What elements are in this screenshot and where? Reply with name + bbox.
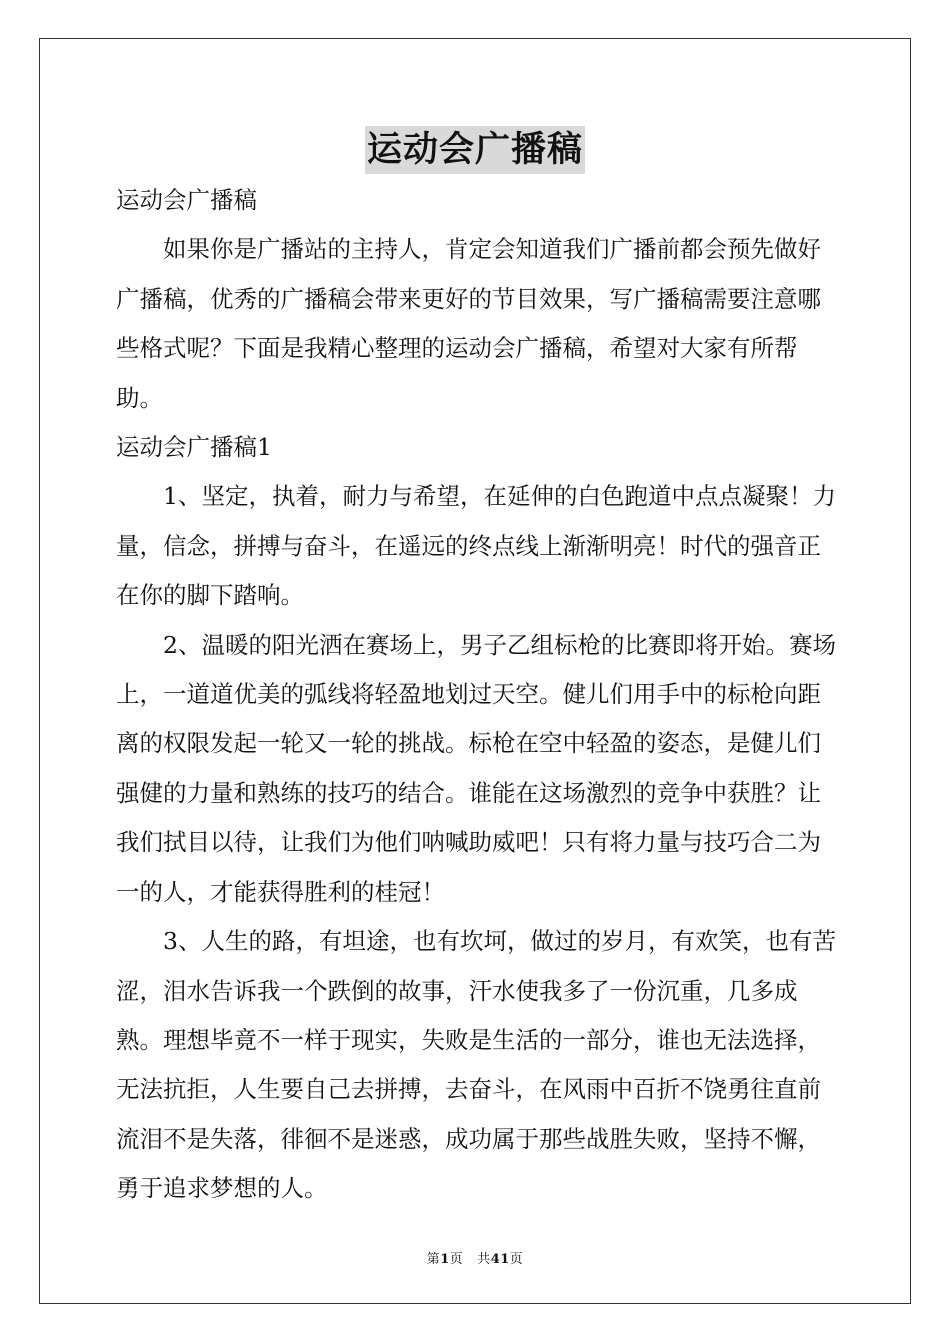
page-footer — [0, 1248, 950, 1267]
subtitle: 运动会广播稿 — [116, 186, 257, 214]
page-prefix: 第 — [426, 1252, 441, 1267]
paragraph-1: 1、坚定，执着，耐力与希望，在延伸的白色跑道中点点凝聚！力量，信念，拼搏与奋斗，在遥远的终点线上渐渐明亮！时代的强音正在你的脚下踏响。 — [116, 482, 836, 610]
paragraph-2: 2、温暖的阳光洒在赛场上，男子乙组标枪的比赛即将开始。赛场上，一道道优美的弧线将轻盈地划过天空。健儿们用手中的标枪向距离的权限发起一轮又一轮的挑战。标枪在空中轻盈的姿态，是健儿们强健的力量和熟练的技巧的结合。谁能在这场激烈的竞争中获胜？让我们拭目以待，让我们为他们呐喊助威吧！只有将力量与技巧合二为一的人，才能获得胜利的桂冠！ — [116, 630, 836, 906]
document-body — [116, 176, 840, 1214]
total-prefix: 共 — [477, 1252, 491, 1267]
total-pages: 41 — [490, 1252, 510, 1267]
document-title-wrap — [0, 126, 950, 174]
document-title: 运动会广播稿 — [365, 126, 585, 174]
page-suffix: 页 — [449, 1252, 464, 1267]
paragraph-3: 3、人生的路，有坦途，也有坎坷，做过的岁月，有欢笑，也有苦涩，泪水告诉我一个跌倒的故事，汗水使我多了一份沉重，几多成熟。理想毕竟不一样于现实，失败是生活的一部分，谁也无法选择，无法抗拒，人生要自己去拼搏，去奋斗，在风雨中百折不饶勇往直前流泪不是失落，徘徊不是迷惑，成功属于那些战胜失败，坚持不懈，勇于追求梦想的人。 — [116, 927, 836, 1203]
intro-paragraph: 如果你是广播站的主持人，肯定会知道我们广播前都会预先做好广播稿，优秀的广播稿会带来更好的节目效果，写广播稿需要注意哪些格式呢？下面是我精心整理的运动会广播稿，希望对大家有所帮助。 — [116, 235, 821, 412]
section-heading: 运动会广播稿1 — [116, 433, 272, 462]
page-number: 1 — [440, 1252, 450, 1267]
total-suffix: 页 — [509, 1252, 524, 1267]
